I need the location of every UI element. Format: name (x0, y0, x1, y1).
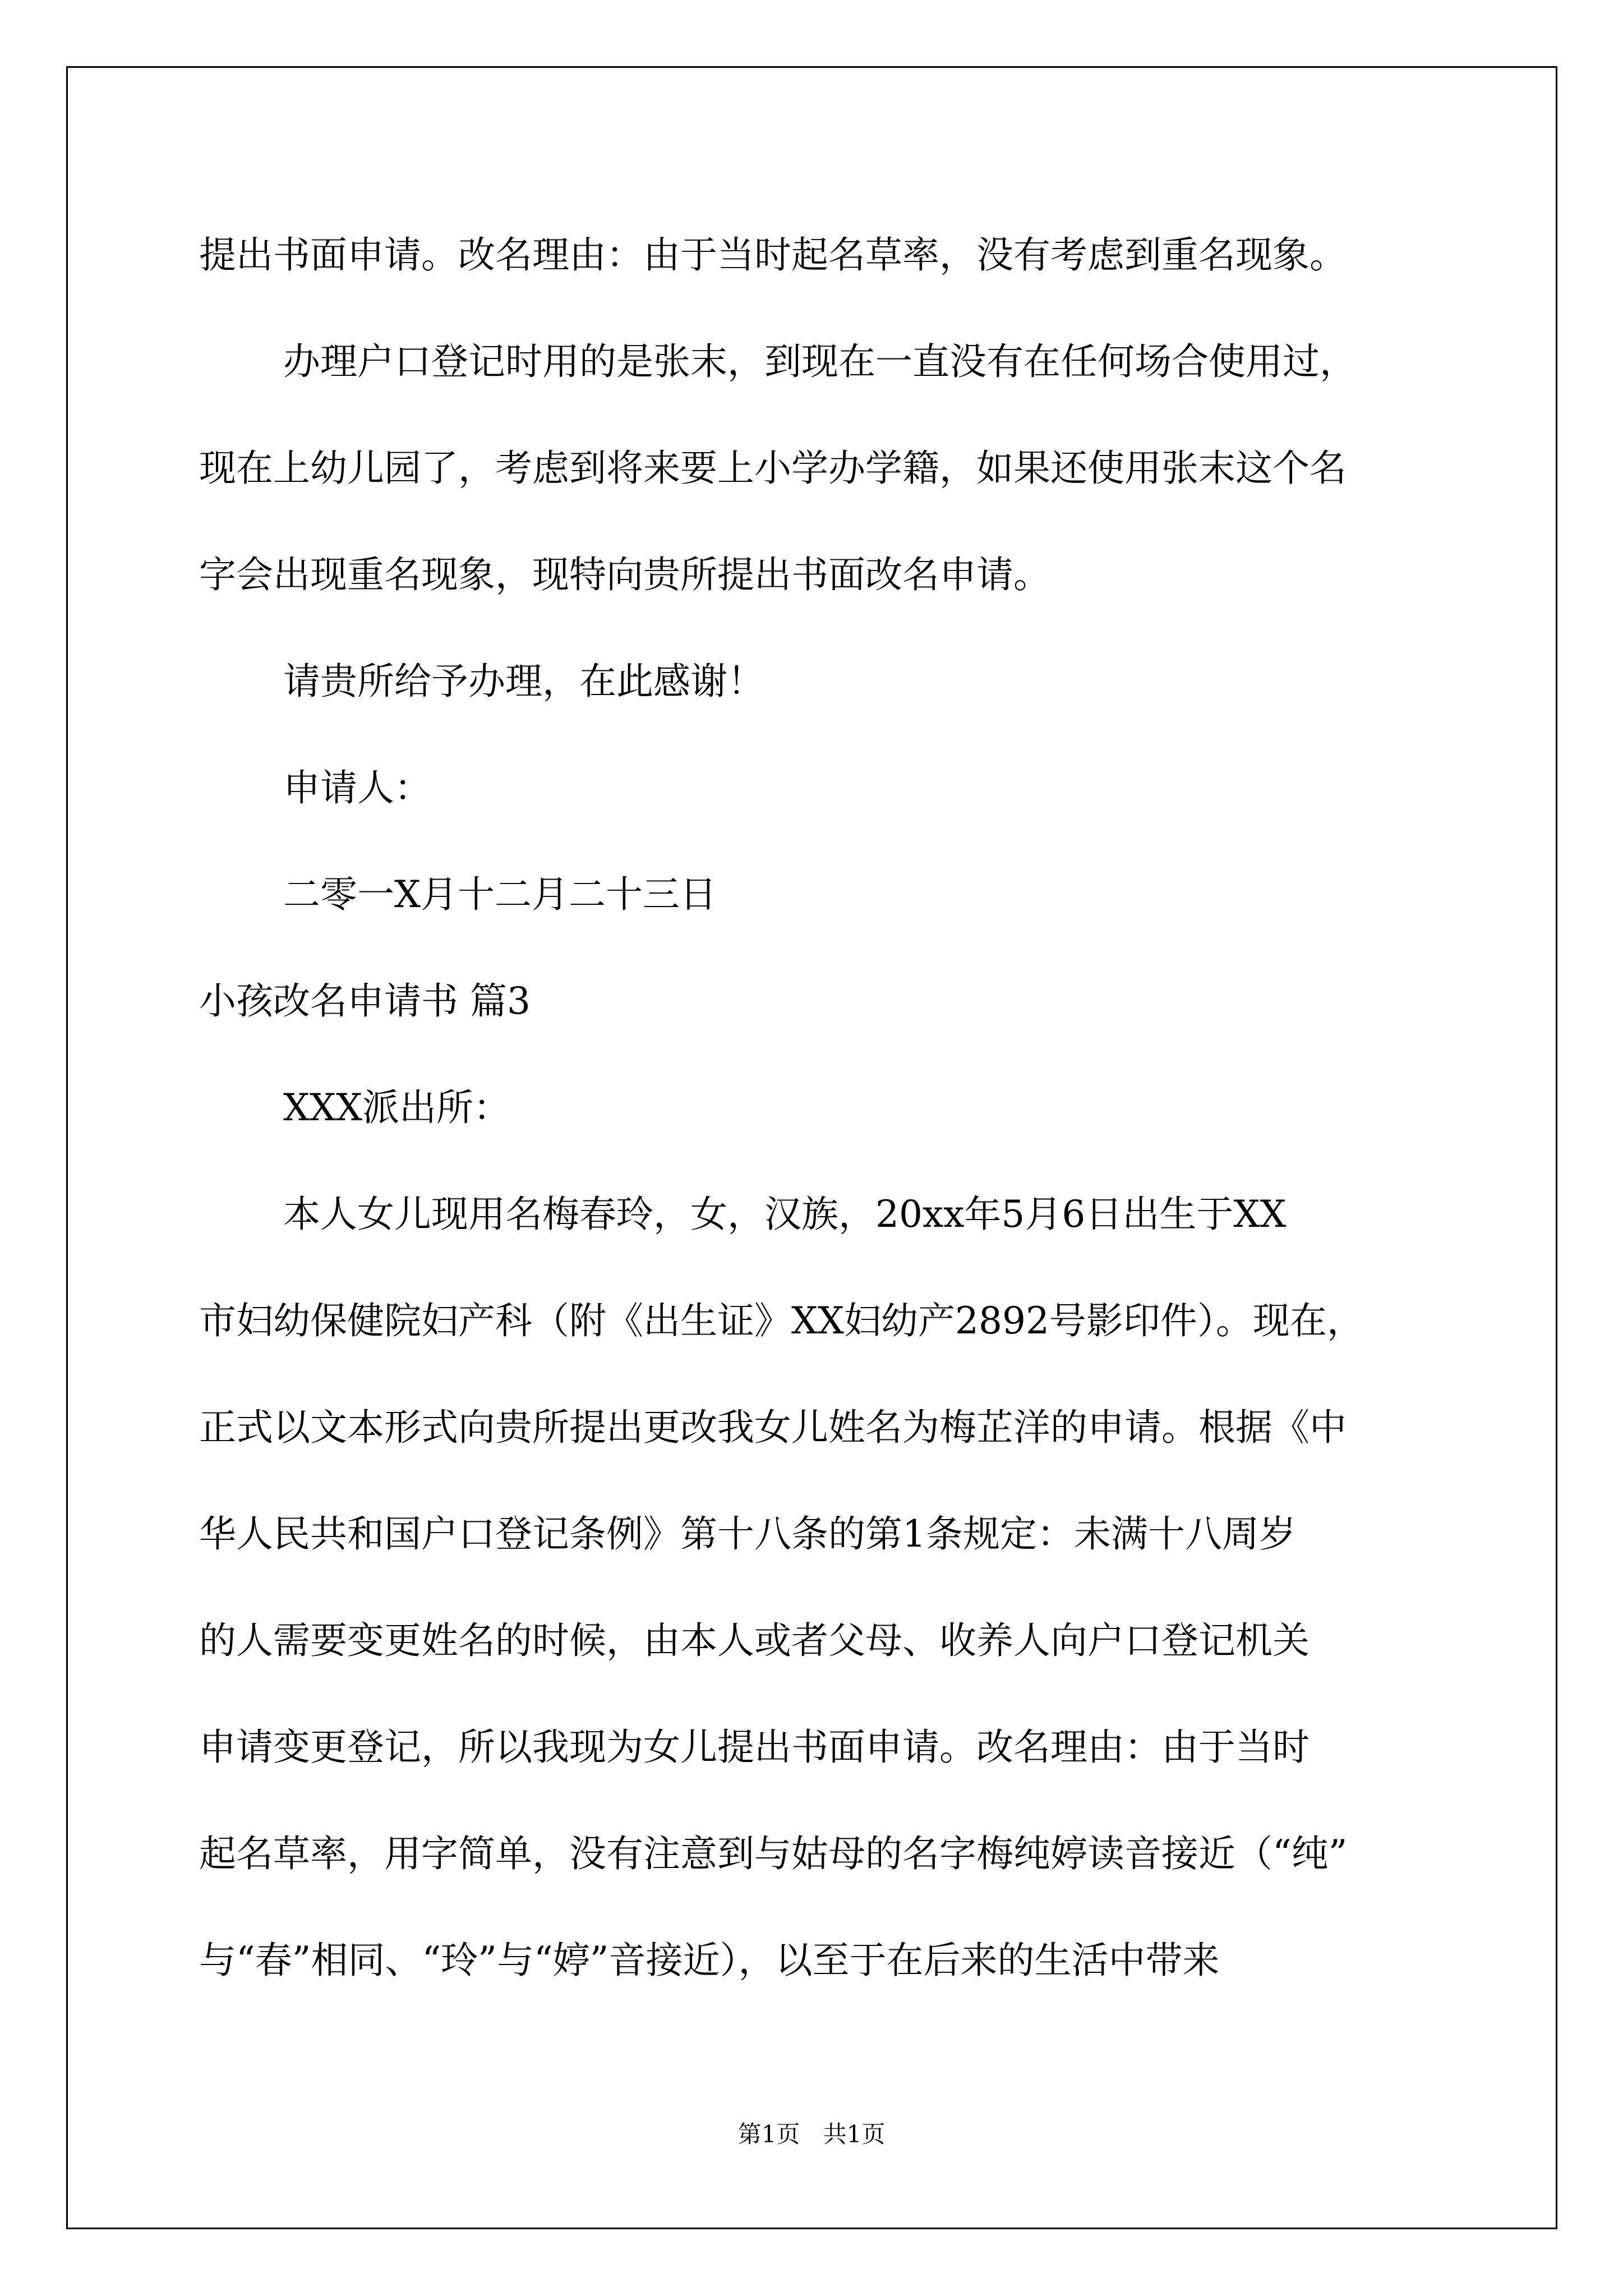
text-line-3: 现在上幼儿园了，考虑到将来要上小学办学籍，如果还使用张末这个名 (199, 447, 1347, 490)
page-number: 第1页 (737, 2120, 800, 2148)
section-heading: 小孩改名申请书 篇3 (199, 979, 531, 1023)
text-line-17: 与“春”相同、“玲”与“婷”音接近），以至于在后来的生活中带来 (199, 1939, 1220, 1982)
text-line-4: 字会出现重名现象，现特向贵所提出书面改名申请。 (199, 553, 1050, 596)
text-line-5: 请贵所给予办理，在此感谢！ (283, 660, 764, 703)
addressee: XXX派出所： (283, 1086, 510, 1129)
text-line-11: 市妇幼保健院妇产科（附《出生证》XX妇幼产2892号影印件）。现在， (199, 1299, 1364, 1342)
text-line-14: 的人需要变更姓名的时候，由本人或者父母、收养人向户口登记机关 (199, 1619, 1310, 1662)
text-line-2: 办理户口登记时用的是张末，到现在一直没有在任何场合使用过， (283, 340, 1357, 383)
applicant-label: 申请人： (283, 766, 431, 809)
text-line-12: 正式以文本形式向贵所提出更改我女儿姓名为梅芷洋的申请。根据《中 (199, 1406, 1347, 1449)
date-line: 二零一X月十二月二十三日 (283, 873, 717, 916)
page-total: 共1页 (823, 2120, 886, 2148)
text-line-15: 申请变更登记，所以我现为女儿提出书面申请。改名理由：由于当时 (199, 1726, 1310, 1769)
text-line-13: 华人民共和国户口登记条例》第十八条的第1条规定：未满十八周岁 (199, 1512, 1296, 1556)
text-line-10: 本人女儿现用名梅春玲，女，汉族，20xx年5月6日出生于XX (283, 1193, 1287, 1236)
page-border (66, 66, 1557, 2229)
text-line-16: 起名草率，用字简单，没有注意到与姑母的名字梅纯婷读音接近（“纯” (199, 1832, 1348, 1875)
page-footer (0, 2120, 1623, 2148)
text-line-1: 提出书面申请。改名理由：由于当时起名草率，没有考虑到重名现象。 (199, 233, 1347, 277)
